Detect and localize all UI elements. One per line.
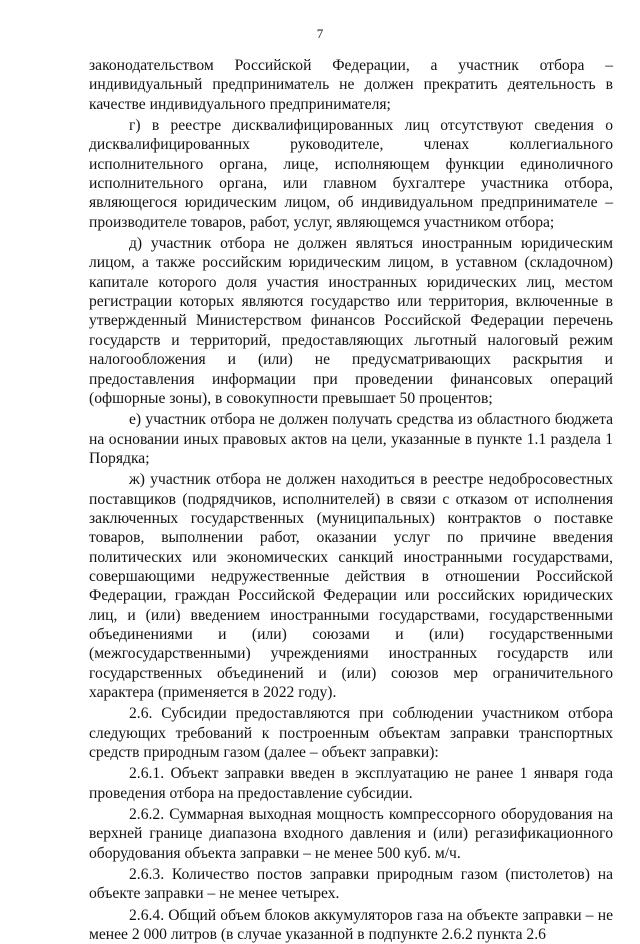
paragraph-2-6-4: 2.6.4. Общий объем блоков аккумуляторов газа на объекте заправки – не менее 2 000 литров (в случае указанной в подпункте 2.6.2 пункта 2.6 bbox=[89, 906, 613, 944]
paragraph-item-g: г) в реестре дисквалифицированных лиц отсутствуют сведения о дисквалифицированных руководителе, членах коллегиального исполнительного органа, лице, исполняющем функции единоличного исполнительного органа, или главном бухгалтере участника отбора, являющегося юридическим лицом, об индивидуальном предпринимателе – производителе товаров, работ, услуг, являющемся участником отбора; bbox=[89, 117, 613, 231]
paragraph-item-d: д) участник отбора не должен являться иностранным юридическим лицом, а также российским юридическим лицом, в уставном (складочном) капитале которого доля участия иностранных юридических лиц, местом регистрации которых являются государство или территория, включенные в утвержденный Министерством финансов Российской Федерации перечень государств и территорий, предоставляющих льготный налоговый режим налогообложения и (или) не предусматривающих раскрытия и предоставления информации при проведении финансовых операций (офшорные зоны), в совокупности превышает 50 процентов; bbox=[89, 235, 613, 407]
document-body bbox=[89, 56, 613, 944]
paragraph-continuation: законодательством Российской Федерации, а участник отбора – индивидуальный предприниматель не должен прекратить деятельность в качестве индивидуального предпринимателя; bbox=[89, 57, 613, 113]
paragraph-item-zh: ж) участник отбора не должен находиться в реестре недобросовестных поставщиков (подрядчиков, исполнителей) в связи с отказом от исполнения заключенных государственных (муниципальных) контрактов о поставке товаров, выполнении работ, оказании услуг по причине введения политических или экономических санкций иностранными государствами, совершающими недружественные действия в отношении Российской Федерации, граждан Российской Федерации или российских юридических лиц, и (или) введением иностранными государствами, государственными объединениями и (или) союзами и (или) государственными (межгосударственными) учреждениями иностранных государств или государственных объединений и (или) союзов мер ограничительного характера (применяется в 2022 году). bbox=[89, 471, 613, 701]
paragraph-item-e: е) участник отбора не должен получать средства из областного бюджета на основании иных правовых актов на цели, указанные в пункте 1.1 раздела 1 Порядка; bbox=[89, 411, 613, 467]
paragraph-2-6-2: 2.6.2. Суммарная выходная мощность компрессорного оборудования на верхней границе диапазона входного давления и (или) регазификационного оборудования объекта заправки – не менее 500 куб. м/ч. bbox=[89, 806, 613, 862]
page-number: 7 bbox=[316, 26, 324, 41]
paragraph-2-6-1: 2.6.1. Объект заправки введен в эксплуатацию не ранее 1 января года проведения отбора на предоставление субсидии. bbox=[89, 765, 613, 802]
paragraph-2-6-3: 2.6.3. Количество постов заправки природным газом (пистолетов) на объекте заправки – не менее четырех. bbox=[89, 866, 613, 903]
paragraph-2-6: 2.6. Субсидии предоставляются при соблюдении участником отбора следующих требований к построенным объектам заправки транспортных средств природным газом (далее – объект заправки): bbox=[89, 705, 613, 762]
